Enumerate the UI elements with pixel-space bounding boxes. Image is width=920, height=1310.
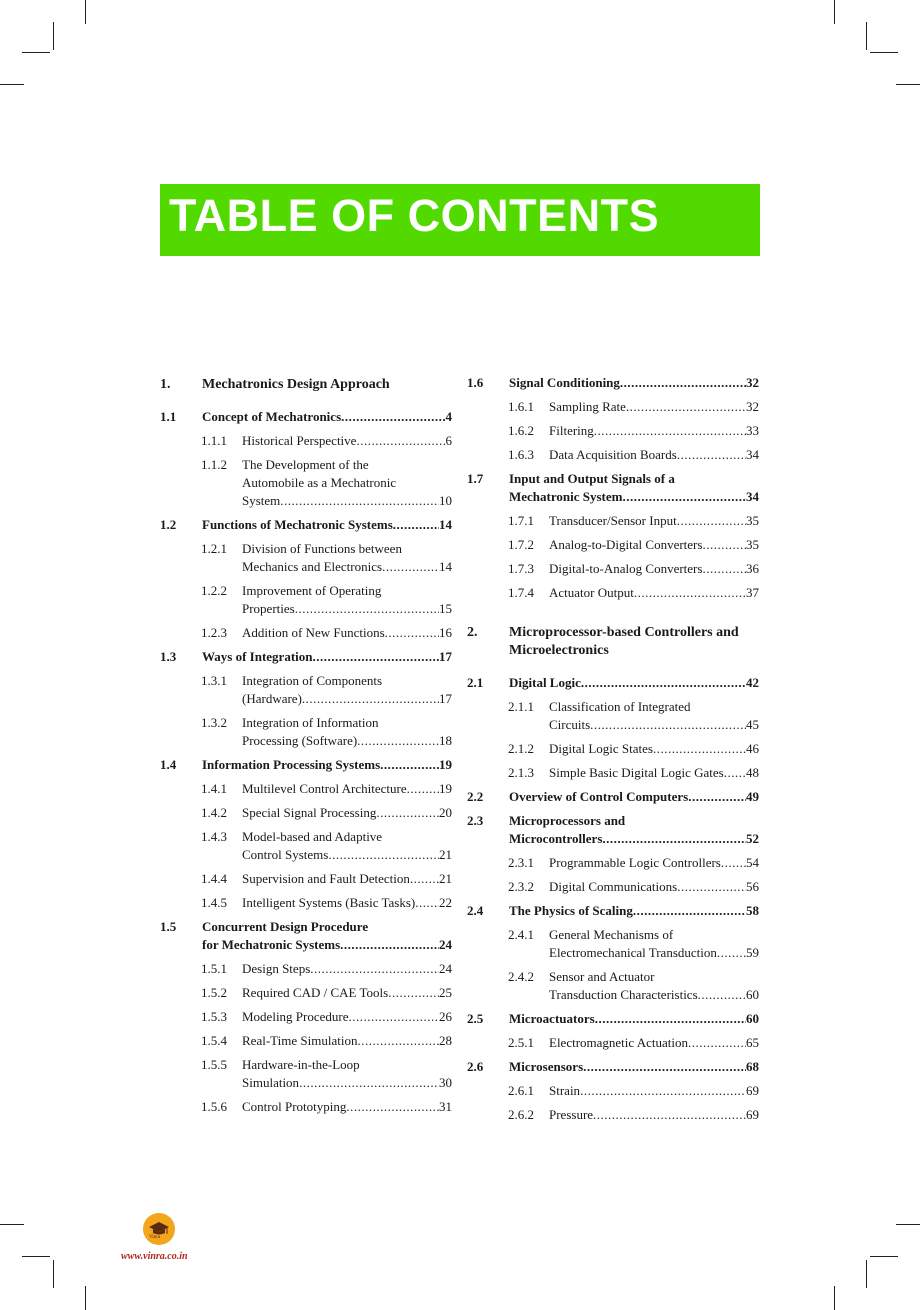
subsection-title: Data Acquisition Boards [549,447,677,462]
page-number: 10 [439,493,452,508]
subsection-title: Digital Logic States [549,741,653,756]
section-number: 2.5 [467,1011,484,1026]
toc-chapter [467,624,759,660]
subsection-number: 2.6.2 [508,1107,534,1122]
section-title: Microsensors [509,1059,584,1074]
toc-section[interactable] [467,470,759,506]
toc-subsection[interactable] [467,398,759,416]
subsection-title: Electromechanical Transduction [549,945,717,960]
toc-section[interactable] [467,902,759,920]
page-number: 25 [439,985,452,1000]
toc-subsection[interactable] [160,870,452,888]
section-title: The Physics of Scaling [509,903,633,918]
crop-mark [85,1286,86,1310]
toc-chapter [160,376,452,394]
subsection-title: Circuits [549,717,591,732]
subsection-number: 1.5.4 [201,1033,227,1048]
subsection-title: Simulation [242,1075,300,1090]
crop-mark [896,1224,920,1225]
page-number: 48 [746,765,759,780]
subsection-number: 1.4.1 [201,781,227,796]
toc-section[interactable] [160,918,452,954]
subsection-title: Control Prototyping [242,1099,347,1114]
subsection-number: 1.5.5 [201,1057,227,1072]
page-number: 26 [439,1009,452,1024]
toc-section[interactable] [160,516,452,534]
toc-subsection[interactable] [467,878,759,896]
page-number: 14 [439,517,452,532]
page-number: 16 [439,625,452,640]
subsection-title: Division of Functions between [242,541,402,556]
subsection-number: 1.2.1 [201,541,227,556]
website-link[interactable]: www.vinra.co.in [121,1251,188,1262]
page-number: 14 [439,559,452,574]
subsection-number: 1.6.2 [508,423,534,438]
chapter-number: 2. [467,625,478,640]
page-number: 49 [746,789,759,804]
section-title: Signal Conditioning [509,375,620,390]
page-number: 15 [439,601,452,616]
crop-mark [834,0,835,24]
page-number: 6 [445,433,452,448]
page-number: 59 [746,945,759,960]
page-number: 56 [746,879,759,894]
toc-subsection[interactable] [467,764,759,782]
subsection-number: 2.1.3 [508,765,534,780]
page-number: 58 [746,903,759,918]
subsection-number: 1.7.4 [508,585,534,600]
section-title: Information Processing Systems [202,757,381,772]
subsection-title: Historical Perspective [242,433,357,448]
toc-section[interactable] [467,374,759,392]
page-number: 54 [746,855,759,870]
toc-subsection[interactable] [467,740,759,758]
logo-text: Vinra [149,1235,161,1240]
crop-mark [22,1256,50,1257]
crop-mark [0,84,24,85]
subsection-number: 2.4.2 [508,969,534,984]
page-number: 37 [746,585,759,600]
page-number: 68 [746,1059,759,1074]
subsection-number: 1.4.5 [201,895,227,910]
subsection-title: Multilevel Control Architecture [242,781,407,796]
toc-subsection[interactable] [160,1032,452,1050]
toc-section[interactable] [160,648,452,666]
toc-subsection[interactable] [467,512,759,530]
subsection-title: Filtering [549,423,594,438]
subsection-number: 2.4.1 [508,927,534,942]
toc-subsection[interactable] [467,968,759,1004]
section-number: 1.7 [467,471,484,486]
toc-section[interactable] [467,1058,759,1076]
subsection-number: 1.7.1 [508,513,534,528]
page-number: 34 [746,447,759,462]
subsection-title: Transduction Characteristics [549,987,698,1002]
crop-mark [0,1224,24,1225]
chapter-title: Mechatronics Design Approach [202,377,390,392]
toc-subsection[interactable] [467,422,759,440]
subsection-title: Digital Communications [549,879,678,894]
crop-mark [53,1260,54,1288]
page-number: 46 [746,741,759,756]
subsection-number: 1.3.1 [201,673,227,688]
toc-left-column [160,370,452,1116]
subsection-number: 1.4.2 [201,805,227,820]
subsection-title: Required CAD / CAE Tools [242,985,389,1000]
crop-mark [866,22,867,50]
page-number: 21 [439,847,452,862]
toc-subsection[interactable] [467,1106,759,1124]
subsection-title: System [242,493,281,508]
subsection-number: 1.1.2 [201,457,227,472]
subsection-number: 1.7.3 [508,561,534,576]
page-number: 21 [439,871,452,886]
subsection-title: Special Signal Processing [242,805,377,820]
subsection-title: Electromagnetic Actuation [549,1035,688,1050]
section-title: Microactuators [509,1011,595,1026]
toc-subsection[interactable] [160,714,452,750]
page-number: 69 [746,1083,759,1098]
chapter-title: Microprocessor-based Controllers and Microelectronics [509,625,739,658]
page-number: 17 [439,691,452,706]
page-number: 24 [439,961,452,976]
page-number: 4 [445,409,452,424]
page-number: 69 [746,1107,759,1122]
toc-subsection[interactable] [160,672,452,708]
toc-subsection[interactable] [160,804,452,822]
subsection-title: Simple Basic Digital Logic Gates [549,765,724,780]
subsection-title: Improvement of Operating [242,583,382,598]
section-number: 1.5 [160,919,177,934]
subsection-title: Actuator Output [549,585,634,600]
toc-subsection[interactable] [160,828,452,864]
toc-section[interactable] [467,788,759,806]
subsection-title: Intelligent Systems (Basic Tasks) [242,895,416,910]
subsection-title: Integration of Components [242,673,383,688]
crop-mark [870,52,898,53]
page-number: 42 [746,675,759,690]
subsection-number: 1.5.3 [201,1009,227,1024]
section-title: Microprocessors and [509,813,626,828]
subsection-number: 2.3.2 [508,879,534,894]
toc-subsection[interactable] [467,854,759,872]
toc-subsection[interactable] [160,1008,452,1026]
page-number: 35 [746,537,759,552]
page-number: 18 [439,733,452,748]
page-number: 35 [746,513,759,528]
subsection-number: 1.2.3 [201,625,227,640]
section-number: 1.3 [160,649,177,664]
subsection-number: 2.3.1 [508,855,534,870]
subsection-number: 1.5.2 [201,985,227,1000]
graduation-cap-logo-icon [143,1213,175,1245]
subsection-number: 2.1.1 [508,699,534,714]
page-number: 30 [439,1075,452,1090]
page-number: 24 [439,937,452,952]
section-title: Microcontrollers [509,831,603,846]
toc-subsection[interactable] [160,1098,452,1116]
subsection-title: Digital-to-Analog Converters [549,561,703,576]
page-number: 19 [439,781,452,796]
subsection-number: 1.1.1 [201,433,227,448]
subsection-title: The Development of the [242,457,369,472]
page-title: TABLE OF CONTENTS [169,190,660,241]
toc-subsection[interactable] [467,698,759,734]
toc-subsection[interactable] [467,584,759,602]
page-number: 28 [439,1033,452,1048]
subsection-title: Model-based and Adaptive [242,829,383,844]
subsection-title: Pressure [549,1107,594,1122]
toc-subsection[interactable] [467,536,759,554]
subsection-title: Design Steps [242,961,311,976]
section-title: for Mechatronic Systems [202,937,341,952]
subsection-title: Properties [242,601,295,616]
section-title: Concept of Mechatronics [202,409,342,424]
section-title: Functions of Mechatronic Systems [202,517,393,532]
page-number: 32 [746,375,759,390]
crop-mark [22,52,50,53]
page-number: 31 [439,1099,452,1114]
page-number: 34 [746,489,759,504]
title-banner [160,184,760,256]
toc-section[interactable] [160,408,452,426]
subsection-number: 2.1.2 [508,741,534,756]
section-number: 2.1 [467,675,484,690]
subsection-title: (Hardware) [242,691,302,706]
subsection-number: 1.4.4 [201,871,227,886]
page-number: 32 [746,399,759,414]
subsection-title: Classification of Integrated [549,699,691,714]
toc-subsection[interactable] [160,984,452,1002]
subsection-number: 1.5.1 [201,961,227,976]
subsection-title: Real-Time Simulation [242,1033,358,1048]
subsection-number: 1.6.3 [508,447,534,462]
subsection-title: Mechanics and Electronics [242,559,383,574]
toc-right-column [467,370,759,1124]
toc-subsection[interactable] [160,780,452,798]
subsection-number: 1.4.3 [201,829,227,844]
subsection-number: 1.3.2 [201,715,227,730]
subsection-title: Analog-to-Digital Converters [549,537,703,552]
subsection-title: Automobile as a Mechatronic [242,475,397,490]
subsection-title: Sensor and Actuator [549,969,655,984]
toc-subsection[interactable] [467,560,759,578]
subsection-title: Sampling Rate [549,399,626,414]
subsection-number: 2.5.1 [508,1035,534,1050]
page-number: 45 [746,717,759,732]
section-number: 1.6 [467,375,484,390]
section-title: Overview of Control Computers [509,789,689,804]
page-number: 52 [746,831,759,846]
section-number: 2.3 [467,813,484,828]
toc-section[interactable] [467,1010,759,1028]
toc-subsection[interactable] [467,1034,759,1052]
subsection-number: 1.7.2 [508,537,534,552]
section-number: 2.4 [467,903,484,918]
subsection-title: Programmable Logic Controllers [549,855,721,870]
subsection-title: Strain [549,1083,581,1098]
section-title: Concurrent Design Procedure [202,919,369,934]
subsection-title: Processing (Software) [242,733,358,748]
toc-subsection[interactable] [160,540,452,576]
section-title: Input and Output Signals of a [509,471,675,486]
page-number: 33 [746,423,759,438]
toc-section[interactable] [160,756,452,774]
section-number: 2.6 [467,1059,484,1074]
page-number: 20 [439,805,452,820]
subsection-number: 1.2.2 [201,583,227,598]
toc-subsection[interactable] [160,894,452,912]
subsection-number: 1.6.1 [508,399,534,414]
section-title: Digital Logic [509,675,581,690]
subsection-title: Transducer/Sensor Input [549,513,677,528]
page-number: 36 [746,561,759,576]
subsection-title: Supervision and Fault Detection [242,871,410,886]
subsection-title: Hardware-in-the-Loop [242,1057,360,1072]
subsection-title: Integration of Information [242,715,379,730]
section-number: 1.4 [160,757,177,772]
toc-subsection[interactable] [467,926,759,962]
toc-subsection[interactable] [160,1056,452,1092]
toc-subsection[interactable] [467,1082,759,1100]
toc-subsection[interactable] [160,432,452,450]
chapter-number: 1. [160,377,171,392]
crop-mark [834,1286,835,1310]
subsection-title: Control Systems [242,847,329,862]
toc-subsection[interactable] [160,582,452,618]
crop-mark [866,1260,867,1288]
toc-subsection[interactable] [160,960,452,978]
page-number: 65 [746,1035,759,1050]
page-number: 60 [746,987,759,1002]
toc-subsection[interactable] [160,456,452,510]
crop-mark [53,22,54,50]
section-number: 1.2 [160,517,177,532]
subsection-title: Addition of New Functions [242,625,385,640]
page-number: 60 [746,1011,759,1026]
crop-mark [870,1256,898,1257]
page-number: 22 [439,895,452,910]
toc-subsection[interactable] [160,624,452,642]
crop-mark [85,0,86,24]
subsection-number: 2.6.1 [508,1083,534,1098]
toc-section[interactable] [467,674,759,692]
toc-subsection[interactable] [467,446,759,464]
crop-mark [896,84,920,85]
section-number: 2.2 [467,789,484,804]
subsection-number: 1.5.6 [201,1099,227,1114]
page-number: 17 [439,649,452,664]
page-number: 19 [439,757,452,772]
section-number: 1.1 [160,409,177,424]
section-title: Ways of Integration [202,649,313,664]
subsection-title: General Mechanisms of [549,927,674,942]
toc-section[interactable] [467,812,759,848]
subsection-title: Modeling Procedure [242,1009,349,1024]
section-title: Mechatronic System [509,489,623,504]
